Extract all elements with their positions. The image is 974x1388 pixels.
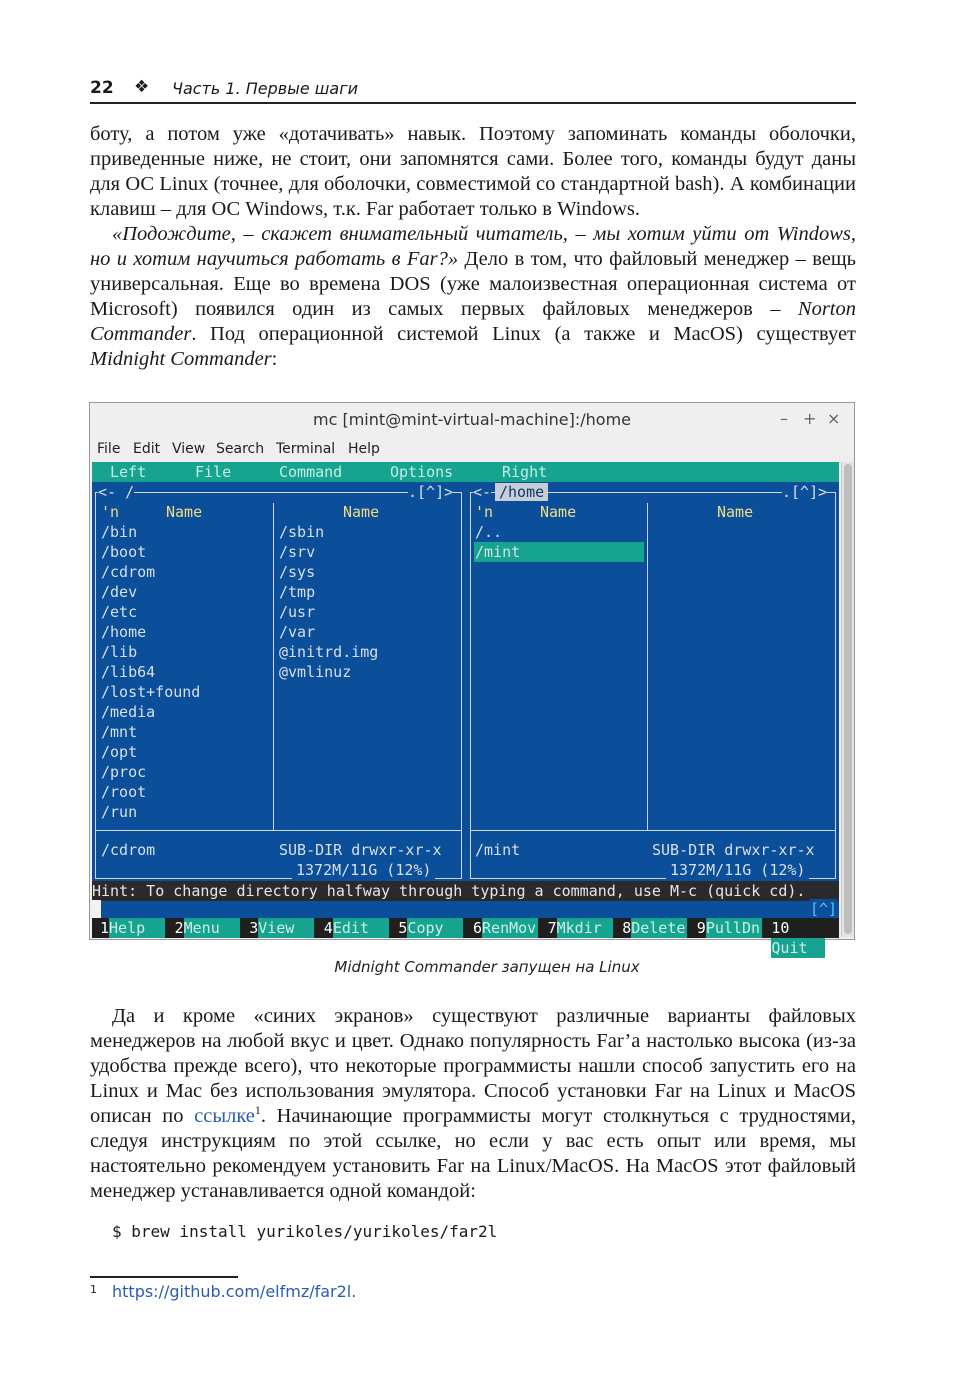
fkey-quit[interactable]: 10Quit	[771, 918, 839, 938]
left-file-item[interactable]: /usr	[279, 603, 316, 621]
hint-bar	[92, 881, 839, 901]
paragraph-2: «Подождите, – скажет внимательный читатель, – мы хотим уйти от Windows, но и хотим научиться работать в Far?» Дело в том, что файловый менеджер – вещь универсальная. Еще во времена DOS (уже малоизвестная операционная система от Microsoft) появился один из самых первых файловых менеджеров – Norton Commander. Под операционной системой Linux (а также и MacOS) существует Midnight Commander:	[90, 223, 856, 370]
header-ornament-icon: ❖	[134, 77, 150, 97]
left-panel-path: <- /	[98, 483, 135, 501]
paragraph-2-text-a: Дело в том, что файловый менеджер – вещь универсальная. Еще во времена DOS (уже малоизвестная операционная система от Microsoft) появился один из самых первых файловых менеджеров –	[90, 248, 856, 320]
footnote-url[interactable]: https://github.com/elfmz/far2l.	[112, 1282, 357, 1301]
mc-menubar	[92, 462, 839, 482]
install-command: $ brew install yurikoles/yurikoles/far2l	[112, 1222, 498, 1241]
close-icon[interactable]: ×	[827, 409, 841, 428]
terminal-scrollbar[interactable]	[841, 462, 854, 937]
paragraph-3-text-a: Да и кроме «синих экранов» существуют различные варианты файловых менеджеров на любой вкус и цвет. Однако популярность Far’а настолько высока (из-за удобства прежде всего), что некоторые программисты нашли способ запустить его на Linux и Mac без использования эмулятора. Способ установки Far на Linux и MacOS описан по	[90, 1005, 856, 1127]
maximize-icon[interactable]: +	[803, 409, 817, 428]
right-status-info: SUB-DIR drwxr-xr-x	[652, 841, 815, 859]
chapter-title: Часть 1. Первые шаги	[172, 79, 359, 98]
right-disk-usage: 1372M/11G (12%)	[666, 860, 809, 880]
left-file-item[interactable]: /sbin	[279, 523, 325, 541]
left-file-item[interactable]: /root	[101, 783, 147, 801]
mc-screen	[92, 462, 839, 957]
right-panel-path: /home	[495, 483, 548, 501]
minimize-icon[interactable]: –	[780, 409, 788, 428]
command-line-control[interactable]: [^]	[810, 900, 838, 918]
left-file-item[interactable]: /tmp	[279, 583, 316, 601]
window-title: mc [mint@mint-virtual-machine]:/home	[312, 410, 631, 429]
mc-menu-command[interactable]: Command	[279, 463, 343, 481]
left-file-item[interactable]: /run	[101, 803, 138, 821]
right-file-item[interactable]: /..	[475, 523, 503, 541]
right-status-name: /mint	[475, 841, 521, 859]
left-file-item[interactable]: /lib	[101, 643, 138, 661]
figure-caption: Midnight Commander запущен на Linux	[334, 958, 640, 976]
left-file-item[interactable]: /opt	[101, 743, 138, 761]
menu-search[interactable]: Search	[216, 441, 265, 457]
terminal-window	[89, 402, 855, 957]
menu-help[interactable]: Help	[348, 441, 380, 457]
page-number: 22	[90, 78, 114, 98]
left-file-item[interactable]: @initrd.img	[279, 643, 379, 661]
left-panel-controls[interactable]: .[^]>	[408, 483, 454, 501]
fkey-view[interactable]: 3View	[249, 918, 314, 938]
left-file-item[interactable]: /cdrom	[101, 563, 156, 581]
menu-view[interactable]: View	[172, 441, 206, 457]
header-rule	[90, 102, 856, 104]
mc-menu-file[interactable]: File	[195, 463, 232, 481]
midnight-commander-term: Midnight Commander	[90, 348, 272, 370]
left-file-item[interactable]: /media	[101, 703, 156, 721]
fkey-edit[interactable]: 4Edit	[324, 918, 389, 938]
fkey-mkdir[interactable]: 7Mkdir	[548, 918, 613, 938]
right-col1-header[interactable]: Name	[540, 503, 577, 521]
menu-terminal[interactable]: Terminal	[276, 441, 336, 457]
left-file-item[interactable]: /srv	[279, 543, 316, 561]
norton-commander-term: Norton Commander	[90, 298, 856, 345]
fkey-menu[interactable]: 2Menu	[175, 918, 240, 938]
menu-file[interactable]: File	[97, 441, 121, 457]
mc-menu-options[interactable]: Options	[390, 463, 454, 481]
left-disk-usage: 1372M/11G (12%)	[292, 860, 435, 880]
right-panel-controls[interactable]: .[^]>	[782, 483, 828, 501]
footnote-rule	[90, 1276, 238, 1278]
left-file-item[interactable]: /sys	[279, 563, 316, 581]
left-file-item[interactable]: @vmlinuz	[279, 663, 352, 681]
right-panel-arrow: <-	[473, 483, 492, 501]
left-file-item[interactable]: /proc	[101, 763, 147, 781]
left-file-item[interactable]: /var	[279, 623, 316, 641]
right-col2-header[interactable]: Name	[717, 503, 754, 521]
paragraph-1	[90, 122, 856, 222]
left-col1-header[interactable]: Name	[166, 503, 203, 521]
fkey-pulldn[interactable]: 9PullDn	[696, 919, 761, 937]
footnote-ref[interactable]: 1	[254, 1103, 261, 1118]
left-file-item[interactable]: /bin	[101, 523, 138, 541]
left-file-item[interactable]: /dev	[101, 583, 138, 601]
menu-edit[interactable]: Edit	[133, 441, 161, 457]
fkey-copy[interactable]: 5Copy	[398, 918, 463, 938]
right-file-item[interactable]: /mint	[475, 543, 521, 561]
fkey-help[interactable]: 1Help	[100, 918, 165, 938]
fkey-renmov[interactable]: 6RenMov	[473, 919, 537, 937]
left-status-name: /cdrom	[101, 841, 156, 859]
footnote-number: 1	[90, 1283, 97, 1296]
left-file-item[interactable]: /home	[101, 623, 147, 641]
right-sort-mark: 'n	[475, 503, 494, 521]
left-status-info: SUB-DIR drwxr-xr-x	[279, 841, 442, 859]
paragraph-1-text: боту, а потом уже «дотачивать» навык. Поэтому запоминать команды оболочки, приведенные ниже, не стоит, они запомнятся сами. Более того, команды будут даны для ОС Linux (точнее, для оболочки, совместимой со стандартной bash). А комбинации клавиш – для ОС Windows, т.к. Far работает только в Windows.	[90, 123, 856, 220]
left-file-item[interactable]: /boot	[101, 543, 147, 561]
left-file-item[interactable]: /lost+found	[101, 683, 201, 701]
mc-menu-left[interactable]: Left	[110, 463, 147, 481]
fkey-delete[interactable]: 8Delete	[622, 919, 686, 937]
terminal-menubar	[90, 437, 854, 461]
mc-menu-right[interactable]: Right	[502, 463, 548, 481]
running-header	[90, 76, 856, 102]
paragraph-2-text-b: . Под операционной системой Linux (а также и MacOS) существует	[191, 323, 856, 345]
left-file-item[interactable]: /mnt	[101, 723, 138, 741]
hint-text: Hint: To change directory halfway through typing a command, use M-c (quick cd).	[92, 882, 806, 900]
paragraph-3-text-b: . Начинающие программисты могут столкнуться с трудностями, следуя инструкциям по этой ссылке, но если у вас есть опыт или время, мы настоятельно рекомендуем установить Far на Linux/MacOS. На MacOS этот файловый менеджер устанавливается одной командой:	[90, 1105, 856, 1202]
reader-quote: «Подождите, – скажет внимательный читатель, – мы хотим уйти от Windows, но и хотим научиться работать в Far?»	[90, 223, 856, 270]
function-key-bar	[92, 918, 839, 957]
left-file-item[interactable]: /lib64	[101, 663, 156, 681]
paragraph-3	[90, 1004, 856, 1204]
left-col2-header[interactable]: Name	[343, 503, 380, 521]
command-cursor[interactable]	[92, 900, 101, 918]
far2l-link[interactable]: ссылке	[194, 1105, 255, 1127]
left-sort-mark: 'n	[101, 503, 120, 521]
left-file-item[interactable]: /etc	[101, 603, 138, 621]
